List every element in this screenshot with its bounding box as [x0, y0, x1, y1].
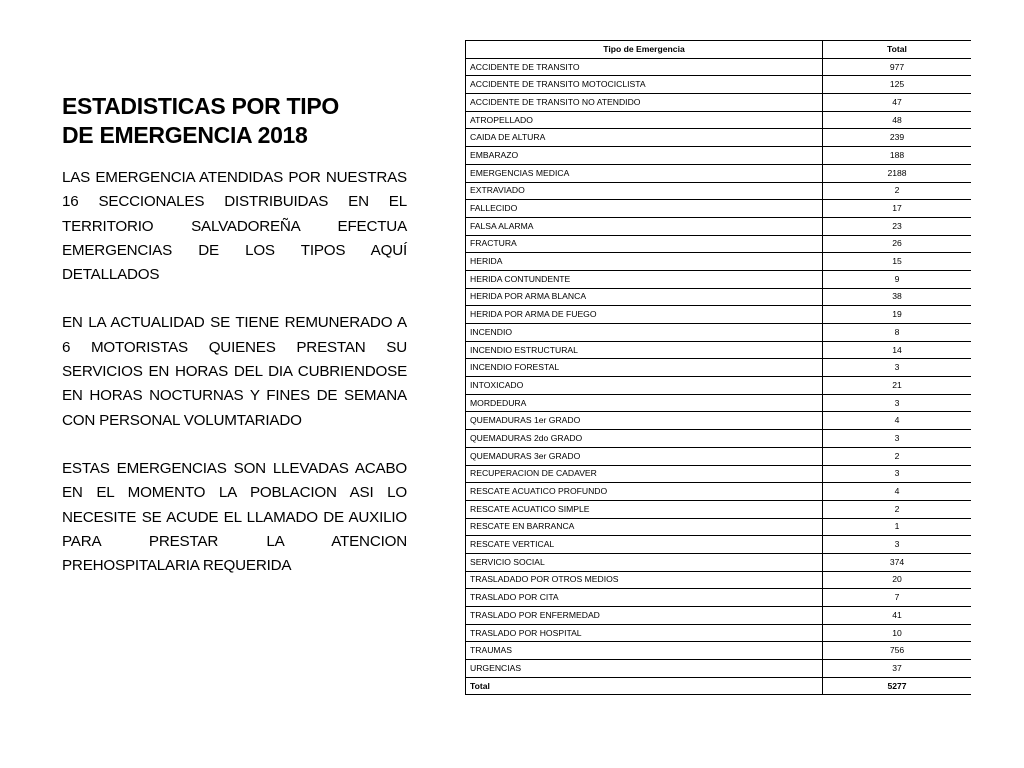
table-row	[466, 430, 972, 448]
header-total: Total	[823, 41, 972, 59]
table-body	[466, 58, 972, 695]
cell-total: 47	[823, 94, 972, 112]
cell-total: 10	[823, 624, 972, 642]
cell-tipo: TRASLADO POR HOSPITAL	[466, 624, 823, 642]
table-row	[466, 164, 972, 182]
cell-total: 26	[823, 235, 972, 253]
cell-total: 41	[823, 607, 972, 625]
table-row	[466, 394, 972, 412]
cell-total: 20	[823, 571, 972, 589]
table-row	[466, 341, 972, 359]
cell-total: 3	[823, 430, 972, 448]
cell-total: 3	[823, 359, 972, 377]
cell-tipo: INCENDIO ESTRUCTURAL	[466, 341, 823, 359]
table-row	[466, 447, 972, 465]
cell-total: 125	[823, 76, 972, 94]
cell-tipo: QUEMADURAS 2do GRADO	[466, 430, 823, 448]
cell-total: 7	[823, 589, 972, 607]
cell-total: 977	[823, 58, 972, 76]
table-row	[466, 253, 972, 271]
paragraph-emergencias: LAS EMERGENCIA ATENDIDAS POR NUESTRAS 16 SECCIONALES DISTRIBUIDAS EN EL TERRITORIO SALVADOREÑA EFECTUA EMERGENCIAS DE LOS TIPOS AQUÍ DETALLADOS	[62, 169, 407, 284]
cell-total: 3	[823, 536, 972, 554]
table-row	[466, 571, 972, 589]
cell-total: 21	[823, 377, 972, 395]
table-row	[466, 500, 972, 518]
table-row	[466, 76, 972, 94]
cell-total: 19	[823, 306, 972, 324]
cell-tipo: QUEMADURAS 3er GRADO	[466, 447, 823, 465]
table-row	[466, 589, 972, 607]
cell-total: 2	[823, 447, 972, 465]
cell-total: 37	[823, 660, 972, 678]
cell-tipo: RESCATE ACUATICO SIMPLE	[466, 500, 823, 518]
cell-total: 374	[823, 553, 972, 571]
cell-total: 2188	[823, 164, 972, 182]
cell-tipo: FALSA ALARMA	[466, 217, 823, 235]
cell-total: 2	[823, 182, 972, 200]
paragraph-motoristas: EN LA ACTUALIDAD SE TIENE REMUNERADO A 6 MOTORISTAS QUIENES PRESTAN SU SERVICIOS EN HORAS DEL DIA CUBRIENDOSE EN HORAS NOCTURNAS Y FINES DE SEMANA CON PERSONAL VOLUMTARIADO	[62, 314, 407, 429]
cell-tipo: ACCIDENTE DE TRANSITO NO ATENDIDO	[466, 94, 823, 112]
table-row	[466, 288, 972, 306]
cell-tipo: HERIDA	[466, 253, 823, 271]
cell-total: 239	[823, 129, 972, 147]
cell-total: 3	[823, 465, 972, 483]
cell-tipo: TRASLADO POR ENFERMEDAD	[466, 607, 823, 625]
cell-tipo: FRACTURA	[466, 235, 823, 253]
cell-tipo: INTOXICADO	[466, 377, 823, 395]
cell-tipo: CAIDA DE ALTURA	[466, 129, 823, 147]
cell-tipo: EMBARAZO	[466, 147, 823, 165]
table-row	[466, 607, 972, 625]
cell-tipo: HERIDA CONTUNDENTE	[466, 270, 823, 288]
table-row	[466, 94, 972, 112]
table-row	[466, 359, 972, 377]
page-title-line-1: ESTADISTICAS POR TIPO	[62, 93, 339, 119]
cell-tipo: MORDEDURA	[466, 394, 823, 412]
table-row	[466, 58, 972, 76]
emergency-table-container	[465, 40, 971, 712]
table-row	[466, 217, 972, 235]
cell-tipo: RESCATE EN BARRANCA	[466, 518, 823, 536]
page-title-line-2: DE EMERGENCIA 2018	[62, 122, 308, 148]
cell-total: 15	[823, 253, 972, 271]
table-row	[466, 111, 972, 129]
cell-total: 14	[823, 341, 972, 359]
cell-tipo: HERIDA POR ARMA BLANCA	[466, 288, 823, 306]
cell-tipo: EMERGENCIAS MEDICA	[466, 164, 823, 182]
table-row	[466, 129, 972, 147]
table-row	[466, 518, 972, 536]
table-row	[466, 147, 972, 165]
cell-tipo: HERIDA POR ARMA DE FUEGO	[466, 306, 823, 324]
cell-tipo: SERVICIO SOCIAL	[466, 553, 823, 571]
cell-tipo: QUEMADURAS 1er GRADO	[466, 412, 823, 430]
table-total-row	[466, 677, 972, 695]
cell-total: 8	[823, 324, 972, 342]
cell-total: 4	[823, 412, 972, 430]
cell-tipo: INCENDIO	[466, 324, 823, 342]
page-title	[62, 92, 382, 150]
cell-tipo: TRASLADADO POR OTROS MEDIOS	[466, 571, 823, 589]
cell-tipo: FALLECIDO	[466, 200, 823, 218]
cell-tipo: TRASLADO POR CITA	[466, 589, 823, 607]
cell-tipo: TRAUMAS	[466, 642, 823, 660]
cell-tipo: RESCATE ACUATICO PROFUNDO	[466, 483, 823, 501]
cell-tipo: INCENDIO FORESTAL	[466, 359, 823, 377]
table-row	[466, 412, 972, 430]
cell-total: 48	[823, 111, 972, 129]
cell-total: 23	[823, 217, 972, 235]
cell-tipo: RECUPERACION DE CADAVER	[466, 465, 823, 483]
cell-tipo: EXTRAVIADO	[466, 182, 823, 200]
cell-tipo: URGENCIAS	[466, 660, 823, 678]
cell-total: 2	[823, 500, 972, 518]
total-value: 5277	[823, 677, 972, 695]
table-row	[466, 553, 972, 571]
table-row	[466, 200, 972, 218]
table-row	[466, 465, 972, 483]
cell-total: 1	[823, 518, 972, 536]
emergency-table	[465, 40, 971, 695]
cell-total: 4	[823, 483, 972, 501]
table-row	[466, 235, 972, 253]
table-header-row	[466, 41, 972, 59]
table-row	[466, 377, 972, 395]
table-row	[466, 182, 972, 200]
paragraph-atencion: ESTAS EMERGENCIAS SON LLEVADAS ACABO EN EL MOMENTO LA POBLACION ASI LO NECESITE SE ACUDE EL LLAMADO DE AUXILIO PARA PRESTAR LA ATENCION PREHOSPITALARIA REQUERIDA	[62, 459, 407, 575]
table-row	[466, 306, 972, 324]
table-row	[466, 660, 972, 678]
table-row	[466, 642, 972, 660]
cell-total: 17	[823, 200, 972, 218]
table-row	[466, 536, 972, 554]
table-row	[466, 270, 972, 288]
table-row	[466, 624, 972, 642]
cell-total: 756	[823, 642, 972, 660]
header-tipo: Tipo de Emergencia	[466, 41, 823, 59]
cell-total: 38	[823, 288, 972, 306]
cell-tipo: ATROPELLADO	[466, 111, 823, 129]
cell-tipo: RESCATE VERTICAL	[466, 536, 823, 554]
cell-tipo: ACCIDENTE DE TRANSITO	[466, 58, 823, 76]
table-row	[466, 483, 972, 501]
cell-tipo: ACCIDENTE DE TRANSITO MOTOCICLISTA	[466, 76, 823, 94]
description-text	[62, 166, 407, 602]
table-row	[466, 324, 972, 342]
cell-total: 3	[823, 394, 972, 412]
cell-total: 188	[823, 147, 972, 165]
cell-total: 9	[823, 270, 972, 288]
total-label: Total	[466, 677, 823, 695]
